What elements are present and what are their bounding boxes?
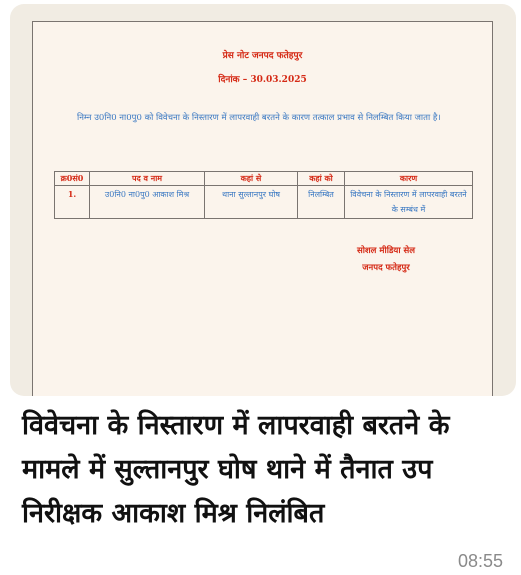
table-header: पद व नाम bbox=[90, 172, 205, 186]
table-cell: उ0नि0 ना0पु0 आकाश मिश्र bbox=[90, 186, 205, 219]
signature-block bbox=[306, 243, 466, 277]
message-caption: विवेचना के निस्तारण में लापरवाही बरतने के मामले में सुल्तानपुर घोष थाने में तैनात उप निरीक्षक आकाश मिश्र निलंबित bbox=[22, 410, 450, 529]
table-row bbox=[55, 186, 473, 219]
signature-line: जनपद फतेहपुर bbox=[362, 263, 410, 273]
table-header: कहां से bbox=[205, 172, 298, 186]
table-cell: निलम्बित bbox=[298, 186, 345, 219]
suspension-table bbox=[54, 171, 473, 219]
table-header: क्र0सं0 bbox=[55, 172, 90, 186]
press-note-image[interactable] bbox=[32, 21, 493, 396]
table-header-row bbox=[55, 172, 473, 186]
table-cell: 1. bbox=[55, 186, 90, 219]
table-header: कहां को bbox=[298, 172, 345, 186]
table-header: कारण bbox=[345, 172, 473, 186]
message-timestamp: 08:55 bbox=[457, 551, 503, 571]
press-note-paragraph: निम्न उ0नि0 ना0पु0 को विवेचना के निस्तारण में लापरवाही बरतने के कारण तत्काल प्रभाव से निलम्बित किया जाता है। bbox=[77, 113, 441, 123]
table-cell: थाना सुल्तानपुर घोष bbox=[205, 186, 298, 219]
table-cell: विवेचना के निस्तारण में लापरवाही बरतने के सम्बंध में bbox=[345, 186, 473, 219]
press-note-title: प्रेस नोट जनपद फतेहपुर bbox=[222, 51, 303, 61]
image-message-bubble[interactable] bbox=[10, 4, 516, 396]
press-note-date: दिनांक – 30.03.2025 bbox=[218, 75, 307, 85]
signature-line: सोशल मीडिया सेल bbox=[356, 246, 416, 256]
